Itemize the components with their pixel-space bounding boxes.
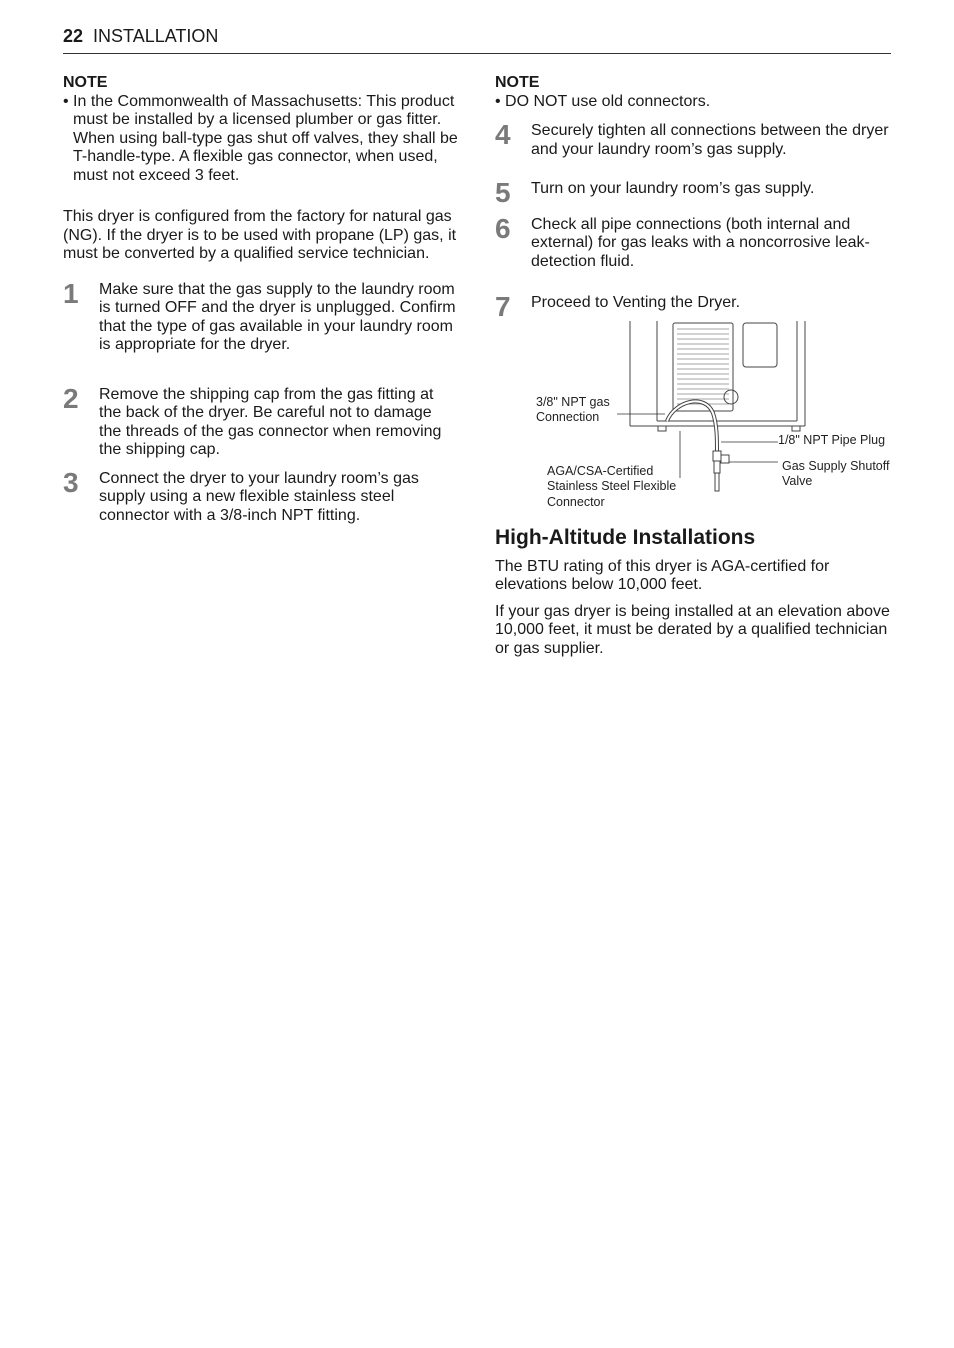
note-title: NOTE: [63, 74, 108, 91]
step-text: Proceed to Venting the Dryer.: [531, 294, 741, 311]
section-heading: High-Altitude Installations: [495, 525, 756, 549]
step-7: [495, 291, 891, 322]
intro-paragraph: This dryer is configured from the factory for natural gas (NG). If the dryer is to be used with propane (LP) gas, it must be converted by a qualified service technician.: [63, 208, 457, 262]
note-title: NOTE: [495, 74, 540, 91]
page-number: 22: [63, 26, 84, 46]
gas-connection-diagram: [495, 321, 891, 526]
page-header: [63, 26, 891, 54]
step-number: 7: [495, 291, 511, 322]
label-gas-connection: 3/8" NPT gas Connection: [536, 394, 610, 424]
step-text: Turn on your laundry room’s gas supply.: [531, 180, 815, 197]
step-number: 3: [63, 466, 79, 498]
step-4: [495, 119, 891, 159]
step-2: [63, 382, 458, 460]
note-bullet: • In the Commonwealth of Massachusetts: This product must be installed by a licensed plumber or gas fitter. When using ball-type gas shut off valves, they shall be T-handle-type. A flexible gas connector, when used, must not exceed 3 feet.: [63, 92, 458, 184]
step-text: Remove the shipping cap from the gas fitting at the back of the dryer. Be careful not to damage the threads of the gas connector when removing the shipping cap.: [99, 385, 442, 458]
step-number: 6: [495, 212, 511, 244]
step-text: Securely tighten all connections between the dryer and your laundry room’s gas supply.: [531, 122, 889, 158]
step-number: 5: [495, 177, 511, 208]
step-number: 4: [495, 119, 511, 150]
altitude-paragraph-1: The BTU rating of this dryer is AGA-certified for elevations below 10,000 feet.: [495, 557, 830, 593]
step-1: [63, 277, 458, 355]
label-shutoff-valve: Gas Supply Shutoff Valve: [782, 458, 890, 488]
label-flexible-connector: AGA/CSA-Certified Stainless Steel Flexible Connector: [547, 463, 677, 509]
right-column: [495, 74, 891, 658]
section-title: INSTALLATION: [93, 26, 219, 46]
label-pipe-plug: 1/8" NPT Pipe Plug: [778, 432, 886, 447]
step-text: Check all pipe connections (both internal and external) for gas leaks with a noncorrosive leak-detection fluid.: [531, 215, 870, 270]
step-text: Make sure that the gas supply to the laundry room is turned OFF and the dryer is unplugged. Confirm that the type of gas available in your laundry room is appropriate for the dryer.: [99, 280, 456, 353]
left-column: [63, 74, 458, 525]
step-3: [63, 466, 458, 526]
step-6: [495, 212, 891, 272]
step-number: 2: [63, 382, 79, 414]
step-number: 1: [63, 277, 79, 309]
step-5: [495, 177, 891, 208]
step-text: Connect the dryer to your laundry room’s gas supply using a new flexible stainless steel connector with a 3/8-inch NPT fitting.: [99, 469, 419, 524]
note-bullet: • DO NOT use old connectors.: [495, 92, 711, 110]
altitude-paragraph-2: If your gas dryer is being installed at an elevation above 10,000 feet, it must be derated by a qualified technician or gas supplier.: [495, 602, 890, 657]
